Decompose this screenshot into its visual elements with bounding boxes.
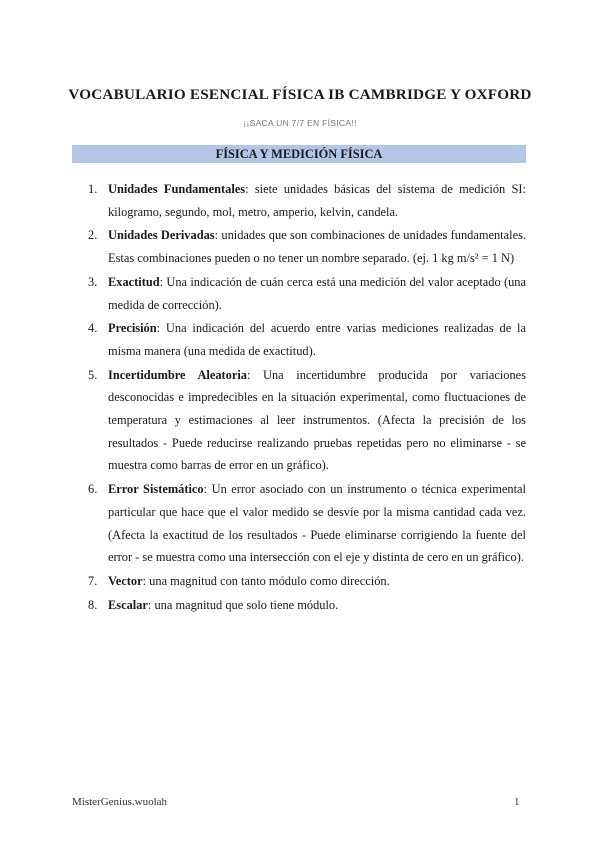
item-definition: : Una indicación de cuán cerca está una medición del valor aceptado (una medida de corrección). (108, 274, 526, 312)
item-definition: : una magnitud con tanto módulo como dirección. (142, 573, 390, 588)
list-item (72, 364, 526, 478)
item-term: Error Sistemático (108, 482, 204, 497)
item-definition: : siete unidades básicas del sistema de medición SI: kilogramo, segundo, mol, metro, amperio, kelvin, candela. (108, 182, 526, 219)
item-definition: : Una incertidumbre producida por variaciones desconocidas e impredecibles en la situación experimental, como fluctuaciones de temperatura y estimaciones al leer instrumentos. (Afecta la precisión de los resultados - Puede reducirse realizando pruebas repetidas pero no eliminarse - se muestra como barras de error en un gráfico). (108, 367, 526, 473)
item-term: Incertidumbre Aleatoria (108, 367, 247, 382)
list-item (72, 271, 526, 316)
page-number: 1 (514, 796, 520, 808)
item-definition: : una magnitud que solo tiene módulo. (147, 597, 339, 612)
item-number: 4. (88, 321, 98, 336)
item-term: Precisión (108, 321, 157, 336)
list-item (72, 224, 526, 269)
footer-source: MisterGenius.wuolah (72, 796, 168, 808)
item-number: 7. (88, 573, 98, 588)
page-title: VOCABULARIO ESENCIAL FÍSICA IB CAMBRIDGE Y OXFORD (68, 86, 532, 103)
item-number: 3. (88, 274, 98, 289)
list-item (72, 178, 526, 223)
list-item (72, 570, 526, 593)
list-item (72, 478, 526, 569)
item-number: 6. (88, 482, 98, 497)
item-number: 1. (88, 182, 98, 196)
item-term: Escalar (108, 597, 148, 612)
item-number: 2. (88, 228, 98, 243)
item-term: Unidades Derivadas (108, 228, 215, 243)
item-term: Vector (108, 573, 143, 588)
item-definition: : unidades que son combinaciones de unidades fundamentales. Estas combinaciones pueden o no tener un nombre separado. (ej. 1 kg m/s² = 1 N) (108, 228, 526, 266)
item-definition: : Una indicación del acuerdo entre varias mediciones realizadas de la misma manera (una medida de exactitud). (108, 321, 526, 358)
page-subtitle: ¡¡SACA UN 7/7 EN FÍSICA!! (243, 118, 357, 128)
list-item (72, 317, 526, 362)
vocabulary-list (72, 178, 526, 617)
item-number: 8. (88, 597, 98, 612)
item-term: Unidades Fundamentales (108, 182, 246, 196)
list-item (72, 594, 526, 617)
item-definition: : Un error asociado con un instrumento o técnica experimental particular que hace que el valor medido se desvíe por la misma cantidad cada vez. (Afecta la exactitud de los resultados - Puede eliminarse corrigiendo la fuente del error - se muestra como una intersección con el eje y distinta de cero en un gráfico). (108, 482, 527, 565)
item-number: 5. (88, 367, 98, 382)
section-header: FÍSICA Y MEDICIÓN FÍSICA (72, 145, 526, 163)
item-term: Exactitud (108, 274, 160, 289)
